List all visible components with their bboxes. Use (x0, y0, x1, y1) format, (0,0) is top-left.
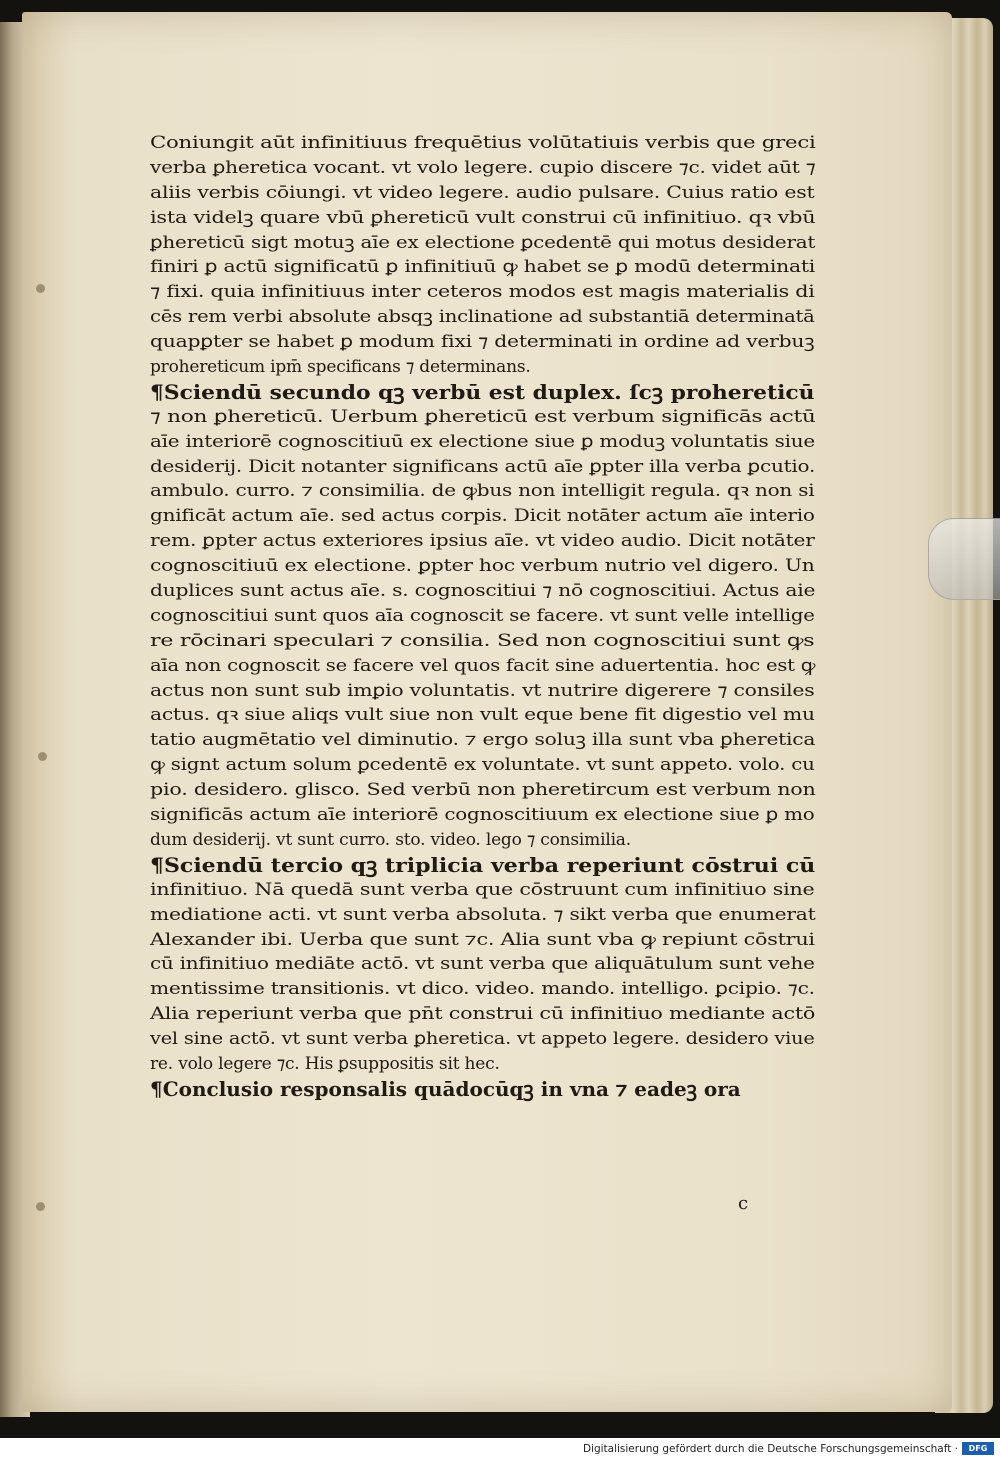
text-line: gnificāt actum aīe. sed actus corpis. Dicit notāter actum aīe interio (150, 506, 815, 527)
text-line: actus. qꝛ siue aliqs vult siue non vult eque bene fit digestio vel mu (150, 705, 815, 726)
text-line: tatio augmētatio vel diminutio. ⁊ ergo soluꝫ illa sunt vba ꝑheretica (150, 730, 816, 751)
text-line: cognoscitiui sunt quos aīa cognoscit se facere. vt sunt velle intellige (150, 605, 815, 626)
funding-credit: Digitalisierung gefördert durch die Deutsche Forschungsgemeinschaft · (582, 1443, 958, 1455)
text-line: infinitiuo. Nā quedā sunt verba que cōstruunt cum infinitiuo sine (150, 879, 815, 900)
wormhole-mark (38, 752, 47, 761)
printed-text-block (150, 131, 820, 1102)
text-line: Alexander ibi. Uerba que sunt ⁊c. Alia sunt vba ꝙ repiunt cōstrui (150, 929, 815, 950)
signature-mark: c (738, 1193, 749, 1214)
text-line: re. volo legere ⁊c. His ꝑsuppositis sit hec. (150, 1053, 500, 1074)
wormhole-mark (36, 284, 45, 293)
text-line: quapꝑter se habet ꝑ modum fixi ⁊ determinati in ordine ad verbuꝫ (150, 332, 815, 353)
text-line: desiderij. Dicit notanter significans actū aīe ꝑpter illa verba ꝑcutio. (150, 456, 816, 477)
section-heading-line: ¶Sciendū secundo qꝫ verbū est duplex. ſcꝫ prohereticū (150, 379, 815, 404)
text-line: Coniungit aūt infinitiuus frequētius volūtatiuis verbis que greci (150, 133, 816, 153)
text-line: prohereticum ipm̄ specificans ⁊ determinans. (150, 357, 531, 378)
text-line: ꝙ signt actum solum ꝑcedentē ex voluntate. vt sunt appeto. volo. cu (150, 755, 815, 776)
text-line: Alia reperiunt verba que pn̄t construi cū infinitiuo mediante actō (150, 1004, 816, 1025)
section-heading-line: ¶Conclusio responsalis quādocūqꝫ in vna ⁊ eadeꝫ ora (150, 1076, 741, 1101)
text-line: vel sine actō. vt sunt verba ꝑheretica. vt appeto legere. desidero viue (150, 1029, 815, 1050)
text-line: mentissime transitionis. vt dico. video. mando. intelligo. ꝑcipio. ⁊c. (150, 979, 815, 1000)
text-line: ⁊ fixi. quia infinitiuus inter ceteros modos est magis materialis di (150, 282, 815, 303)
text-line: duplices sunt actus aīe. s. cognoscitiui ⁊ nō cognoscitiui. Actus aie (150, 581, 816, 602)
text-line: pio. desidero. glisco. Sed verbū non pheretircum est verbum non (150, 780, 816, 801)
text-line: aīa non cognoscit se facere vel quos facit sine aduertentia. hoc est ꝙ (150, 655, 816, 676)
text-line: ista videlꝫ quare vbū ꝑhereticū vult construi cū infinitiuo. qꝛ vbū (150, 207, 816, 228)
text-line: dum desiderij. vt sunt curro. sto. video. lego ⁊ consimilia. (150, 829, 631, 850)
footer-bar (0, 1438, 1000, 1460)
text-line: cognoscitiuū ex electione. ꝑpter hoc verbum nutrio vel digero. Un (150, 556, 815, 577)
text-line: ambulo. curro. ⁊ consimilia. de ꝙbus non intelligit regula. qꝛ non si (150, 481, 815, 502)
text-line: aīe interiorē cognoscitiuū ex electione siue ꝑ moduꝫ voluntatis siue (150, 431, 815, 452)
text-line: mediatione acti. vt sunt verba absoluta. ⁊ sikt verba que enumerat (150, 904, 816, 925)
text-line: rem. ꝑpter actus exteriores ipsius aīe. vt video audio. Dicit notāter (150, 531, 815, 552)
text-line: finiri ꝑ actū significatū ꝑ infinitiuū ꝙ habet se ꝑ modū determinati (150, 257, 816, 278)
text-line: cēs rem verbi absolute absqꝫ inclinatione ad substantiā determinatā (150, 307, 815, 328)
text-line: actus non sunt sub imꝑio voluntatis. vt nutrire digerere ⁊ consiles (150, 680, 815, 701)
text-line: cū infinitiuo mediāte actō. vt sunt verba que aliquātulum sunt vehe (150, 954, 815, 975)
wormhole-mark (36, 1202, 45, 1211)
text-line: ⁊ non ꝑhereticū. Uerbum ꝑhereticū est verbum significās actū (150, 406, 816, 427)
text-line: significās actum aīe interiorē cognoscitiuum ex electione siue ꝑ mo (150, 805, 815, 826)
text-line: re rōcinari speculari ⁊ consilia. Sed non cognoscitiui sunt ꝙs (150, 630, 815, 651)
section-heading-line: ¶Sciendū tercio qꝫ triplicia verba reperiunt cōstrui cū (150, 852, 816, 877)
text-line: ꝑhereticū sigt motuꝫ aīe ex electione ꝑcedentē qui motus desiderat (150, 232, 816, 253)
text-line: aliis verbis cōiungi. vt video legere. audio pulsare. Cuius ratio est (150, 182, 815, 203)
dfg-logo: DFG (962, 1442, 994, 1455)
text-line: verba ꝑheretica vocant. vt volo legere. cupio discere ⁊c. videt aūt ⁊ (150, 157, 816, 178)
